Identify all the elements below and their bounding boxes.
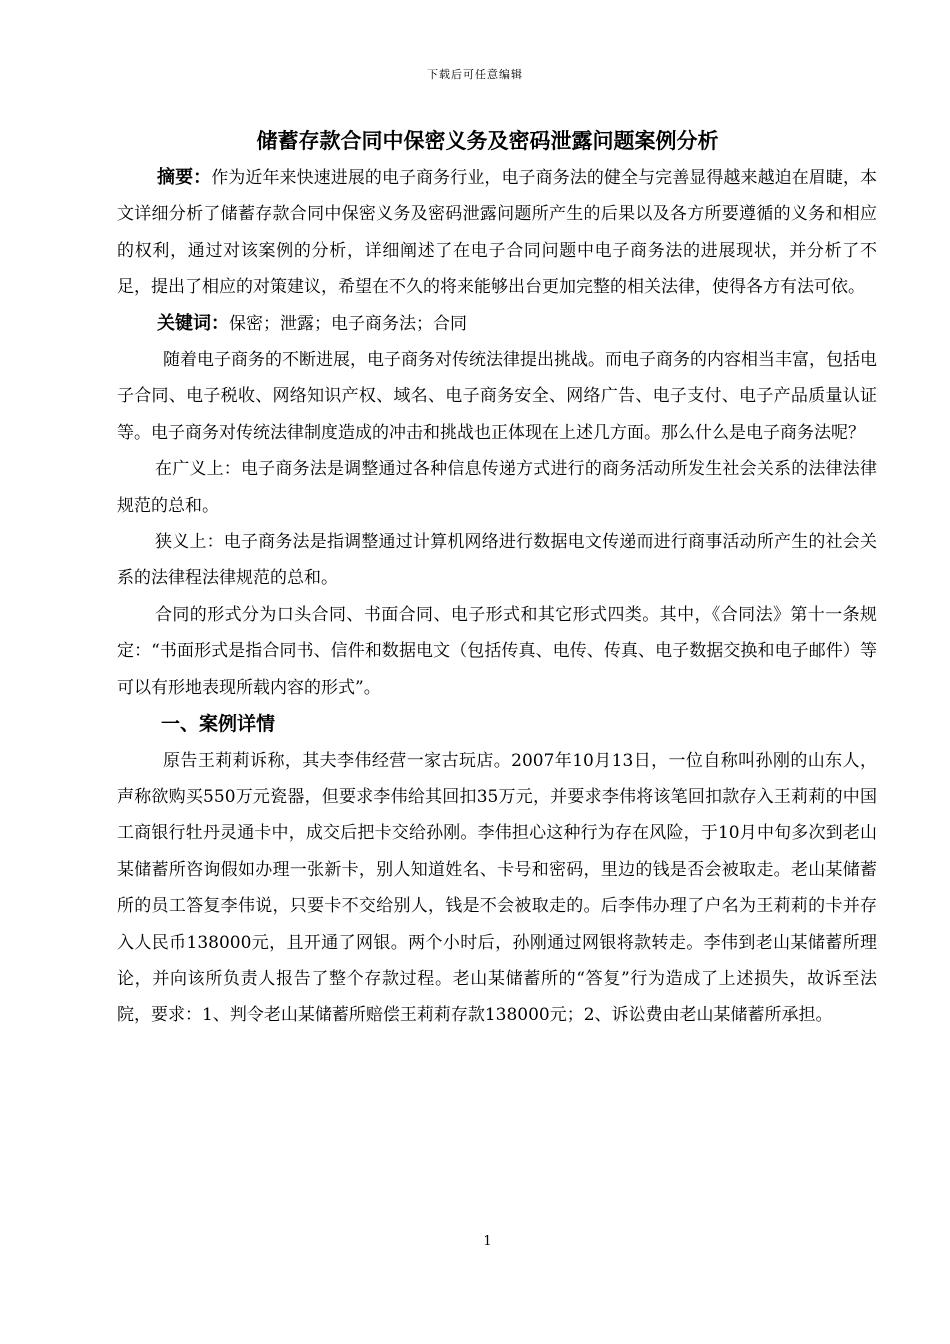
document-title: 储蓄存款合同中保密义务及密码泄露问题案例分析: [256, 129, 719, 153]
abstract-label: 摘要：: [157, 167, 212, 188]
keywords-paragraph: [117, 306, 877, 342]
document-body: [117, 160, 877, 1034]
body-paragraph: 随着电子商务的不断进展，电子商务对传统法律提出挑战。而电子商务的内容相当丰富，包括电子合同、电子税收、网络知识产权、域名、电子商务安全、网络广告、电子支付、电子产品质量认证等。电子商务对传统法律制度造成的冲击和挑战也正体现在上述几方面。那么什么是电子商务法呢？: [117, 350, 877, 443]
body-paragraph: 狭义上：电子商务法是指调整通过计算机网络进行数据电文传递而进行商事活动所产生的社会关系的法律程法律规范的总和。: [117, 532, 877, 589]
body-paragraph: 在广义上：电子商务法是调整通过各种信息传递方式进行的商务活动所发生社会关系的法律法律规范的总和。: [117, 459, 877, 516]
abstract-text: 作为近年来快速进展的电子商务行业，电子商务法的健全与完善显得越来越迫在眉睫，本文详细分析了储蓄存款合同中保密义务及密码泄露问题所产生的后果以及各方所要遵循的义务和相应的权利，通过对该案例的分析，详细阐述了在电子合同问题中电子商务法的进展现状，并分析了不足，提出了相应的对策建议，希望在不久的将来能够出台更加完整的相关法律，使得各方有法可依。: [117, 168, 878, 298]
keywords-text: 保密；泄露；电子商务法；合同: [229, 313, 467, 334]
keywords-label: 关键词：: [157, 312, 229, 334]
page-number: 1: [483, 1234, 492, 1249]
body-paragraph: 合同的形式分为口头合同、书面合同、电子形式和其它形式四类。其中，《合同法》第十一条规定：“书面形式是指合同书、信件和数据电文（包括传真、电传、传真、电子数据交换和电子邮件）等可以有形地表现所载内容的形式”。: [117, 604, 877, 698]
page-header-note: 下载后可任意编辑: [427, 68, 523, 81]
abstract-paragraph: [117, 160, 877, 306]
case-details-paragraph: 原告王莉莉诉称，其夫李伟经营一家古玩店。2007年10月13日，一位自称叫孙刚的山东人，声称欲购买550万元瓷器，但要求李伟给其回扣35万元，并要求李伟将该笔回扣款存入王莉莉的中国工商银行牡丹灵通卡中，成交后把卡交给孙刚。李伟担心这种行为存在风险，于10月中旬多次到老山某储蓄所咨询假如办理一张新卡，别人知道姓名、卡号和密码，里边的钱是否会被取走。老山某储蓄所的员工答复李伟说，只要卡不交给别人，钱是不会被取走的。后李伟办理了户名为王莉莉的卡并存入人民币138000元，且开通了网银。两个小时后，孙刚通过网银将款转走。李伟到老山某储蓄所理论，并向该所负责人报告了整个存款过程。老山某储蓄所的“答复”行为造成了上述损失，故诉至法院，要求：1、判令老山某储蓄所赔偿王莉莉存款138000元；2、诉讼费由老山某储蓄所承担。: [117, 750, 877, 1026]
section-heading: 一、案例详情: [161, 713, 276, 736]
